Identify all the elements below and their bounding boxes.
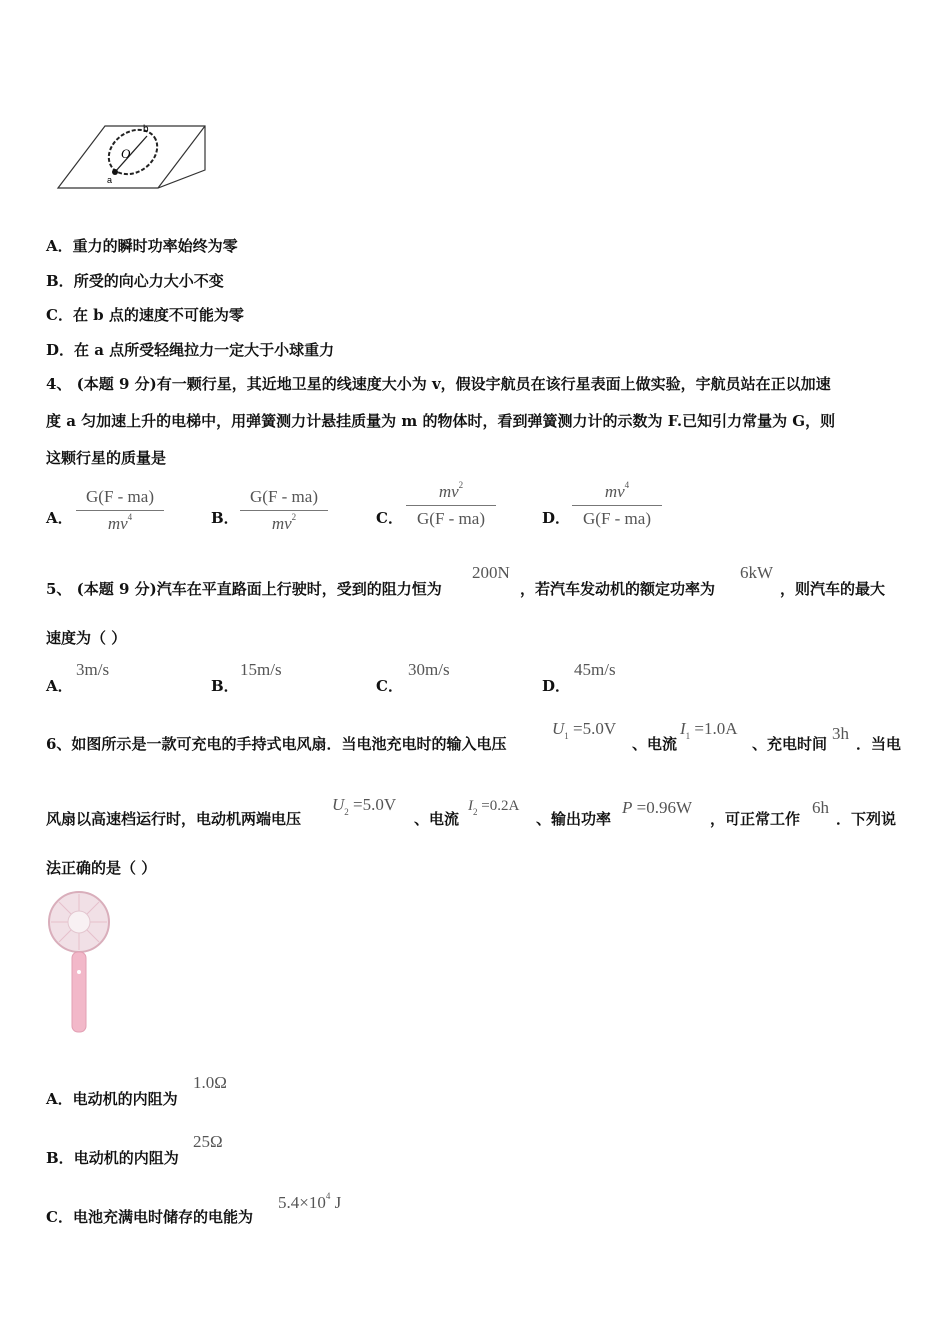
q4-option-d-fraction: $mv^4$ G(F - ma): [572, 482, 662, 529]
q6-i1: $I_1 =1.0A$: [680, 719, 738, 741]
label-o: O: [121, 146, 131, 161]
q4-option-c-fraction: $mv^2$ G(F - ma): [406, 482, 496, 529]
q6-option-c-value: $5.4\times 10^4$ J: [278, 1191, 342, 1212]
q5-force-value: 200N: [472, 563, 510, 582]
q3-option-b: B．所受的向心力大小不变: [46, 272, 224, 290]
q5-option-a-value: 3m/s: [76, 660, 110, 679]
q6-power: P =0.96W: [622, 798, 693, 817]
q5-line-2: 速度为（ ）: [46, 629, 127, 647]
q3-option-d: D．在 a 点所受轻绳拉力一定大于小球重力: [46, 341, 335, 359]
q6-line-3: 法正确的是（ ）: [46, 859, 157, 877]
q5-line-1-part2: ，若汽车发动机的额定功率为: [520, 580, 716, 598]
q6-line-1-d: ．当电: [856, 735, 902, 753]
q5-option-d-letter: D．: [542, 677, 571, 695]
q5-power-value: 6kW: [740, 563, 774, 582]
q6-line-1-c: 、充电时间: [752, 735, 828, 753]
q5-option-b-letter: B．: [211, 677, 239, 695]
q3-option-c: C．在 b 点的速度不可能为零: [46, 306, 244, 324]
q5-option-a-letter: A．: [46, 677, 73, 695]
q6-line-1-b: 、电流: [632, 735, 678, 753]
q6-t1: 3h: [832, 724, 849, 743]
q5-line-1-part1: 5、 (本题 9 分)汽车在平直路面上行驶时，受到的阻力恒为: [46, 580, 442, 598]
q5-option-c-value: 30m/s: [408, 660, 450, 679]
q6-option-c: C．电池充满电时储存的电能为: [46, 1208, 253, 1226]
q4-option-a-letter: A．: [46, 509, 73, 527]
q6-line-2-c: 、输出功率: [536, 810, 612, 828]
q4-option-c-letter: C．: [376, 509, 403, 527]
q5-option-d-value: 45m/s: [574, 660, 616, 679]
q3-option-a: A．重力的瞬时功率始终为零: [46, 237, 238, 255]
q5-option-c-letter: C．: [376, 677, 403, 695]
q6-option-a-value: 1.0Ω: [193, 1073, 227, 1092]
q4-line-3: 这颗行星的质量是: [46, 449, 167, 467]
q5-option-b-value: 15m/s: [240, 660, 282, 679]
q6-line-1-a: 6、如图所示是一款可充电的手持式电风扇．当电池充电时的输入电压: [46, 735, 507, 753]
q4-option-b-letter: B．: [211, 509, 239, 527]
q4-option-d-letter: D．: [542, 509, 571, 527]
q6-option-a: A．电动机的内阻为: [46, 1090, 178, 1108]
label-a: a: [107, 175, 113, 185]
handheld-fan-image: [44, 890, 114, 1035]
q6-t2: 6h: [812, 798, 829, 817]
q6-line-2-a: 风扇以高速档运行时，电动机两端电压: [46, 810, 302, 828]
label-b: b: [143, 124, 149, 135]
q4-option-a-fraction: G(F - ma) $mv^4$: [76, 487, 164, 534]
q6-line-2-d: ，可正常工作: [710, 810, 801, 828]
q6-option-b-value: 25Ω: [193, 1132, 223, 1151]
q5-line-1-part3: ，则汽车的最大: [780, 580, 886, 598]
incline-circle-figure: [55, 118, 210, 190]
q4-line-2: 度 a 匀加速上升的电梯中，用弹簧测力计悬挂质量为 m 的物体时，看到弹簧测力计的示数为 F.已知引力常量为 G，则: [46, 412, 836, 430]
q6-u1: $U_1 =5.0V$: [552, 719, 617, 741]
q6-line-2-e: ．下列说: [836, 810, 897, 828]
q4-option-b-fraction: G(F - ma) $mv^2$: [240, 487, 328, 534]
q6-line-2-b: 、电流: [414, 810, 460, 828]
q4-line-1: 4、 (本题 9 分)有一颗行星，其近地卫星的线速度大小为 v，假设宇航员在该行星表面上做实验，宇航员站在正以加速: [46, 375, 831, 393]
q6-option-b: B．电动机的内阻为: [46, 1149, 179, 1167]
q6-i2: $I_2 =0.2A$: [468, 798, 520, 817]
q6-u2: $U_2 =5.0V$: [332, 795, 397, 817]
